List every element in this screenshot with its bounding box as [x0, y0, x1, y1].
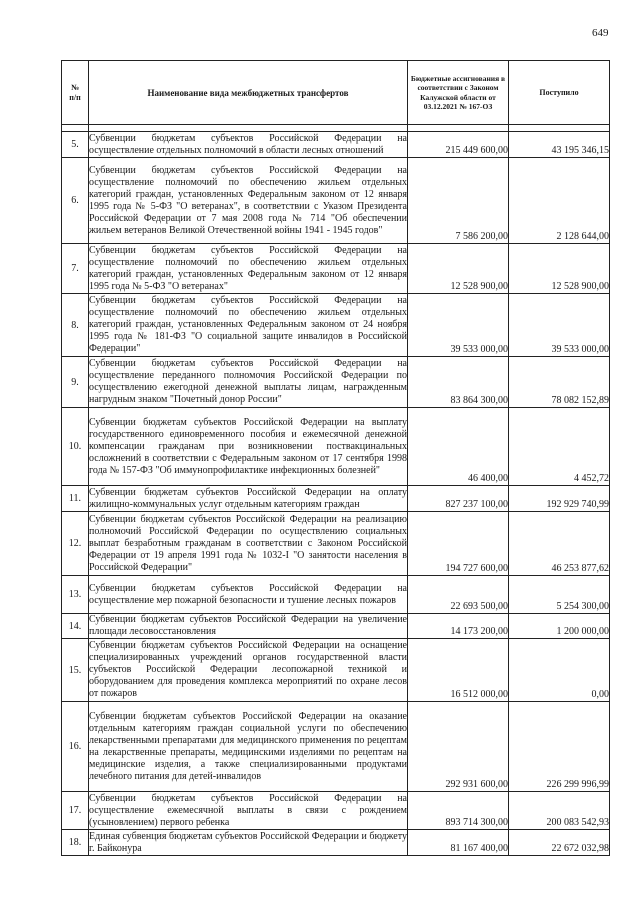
table-row	[62, 408, 610, 486]
row-received: 22 672 032,98	[509, 830, 610, 856]
row-num: 6.	[62, 158, 89, 244]
table-row	[62, 294, 610, 357]
row-num: 10.	[62, 408, 89, 486]
row-num: 16.	[62, 702, 89, 792]
row-budget: 7 586 200,00	[408, 158, 509, 244]
table-row	[62, 486, 610, 512]
row-budget: 215 449 600,00	[408, 132, 509, 158]
table-row	[62, 158, 610, 244]
row-name: Субвенции бюджетам субъектов Российской Федерации на осуществление ежемесячной выплаты в связи с рождением (усыновлением) первого ребенка	[89, 792, 407, 828]
row-budget: 12 528 900,00	[408, 244, 509, 294]
row-received: 12 528 900,00	[509, 244, 610, 294]
row-received: 4 452,72	[509, 408, 610, 486]
table-row	[62, 512, 610, 576]
row-num: 15.	[62, 639, 89, 702]
table-row	[62, 132, 610, 158]
row-name: Субвенции бюджетам субъектов Российской Федерации на осуществление мер пожарной безопасности и тушение лесных пожаров	[89, 576, 408, 614]
table-header-row	[62, 61, 610, 125]
row-num: 7.	[62, 244, 89, 294]
row-budget: 893 714 300,00	[408, 792, 509, 830]
row-name: Единая субвенция бюджетам субъектов Российской Федерации и бюджету г. Байконура	[89, 830, 407, 854]
row-num: 14.	[62, 614, 89, 639]
row-received: 43 195 346,15	[509, 132, 610, 158]
row-budget: 22 693 500,00	[408, 576, 509, 614]
row-num: 17.	[62, 792, 89, 830]
row-name: Субвенции бюджетам субъектов Российской Федерации на оснащение специализированных учреждений органов государственной власти субъектов Российской Федерации лесопожарной техникой и оборудованием для проведения комплекса мероприятий по охране лесов от пожаров	[89, 639, 408, 702]
row-num: 18.	[62, 830, 89, 856]
row-budget: 292 931 600,00	[408, 702, 509, 792]
table-row	[62, 702, 610, 792]
row-received: 226 299 996,99	[509, 702, 610, 792]
header-num: № п/п	[62, 61, 89, 125]
row-budget: 194 727 600,00	[408, 512, 509, 576]
row-budget: 39 533 000,00	[408, 294, 509, 357]
table-row	[62, 614, 610, 639]
header-name: Наименование вида межбюджетных трансфертов	[89, 61, 408, 125]
table-row	[62, 792, 610, 830]
table-row	[62, 830, 610, 856]
transfers-table	[61, 60, 610, 856]
row-budget: 827 237 100,00	[408, 486, 509, 512]
row-received: 192 929 740,99	[509, 486, 610, 512]
row-name: Субвенции бюджетам субъектов Российской Федерации на выплату государственного единовременного пособия и ежемесячной денежной компенсации гражданам при возникновении поствакцинальных осложнений в соответствии с Федеральным законом от 17 сентября 1998 года № 157-ФЗ "Об иммунопрофилактике инфекционных болезней"	[89, 408, 408, 486]
row-budget: 83 864 300,00	[408, 357, 509, 408]
row-received: 0,00	[509, 639, 610, 702]
row-num: 11.	[62, 486, 89, 512]
row-num: 5.	[62, 132, 89, 158]
row-budget: 14 173 200,00	[408, 614, 509, 639]
row-budget: 16 512 000,00	[408, 639, 509, 702]
row-received: 2 128 644,00	[509, 158, 610, 244]
row-name: Субвенции бюджетам субъектов Российской Федерации на осуществление полномочий по обеспечению жильем отдельных категорий граждан, установленных Федеральным законом от 12 января 1995 года № 5-ФЗ "О ветеранах", в соответствии с Указом Президента Российской Федерации от 7 мая 2008 года № 714 "Об обеспечении жильем ветеранов Великой Отечественной войны 1941 - 1945 годов"	[89, 158, 408, 244]
row-num: 13.	[62, 576, 89, 614]
row-received: 46 253 877,62	[509, 512, 610, 576]
table-row	[62, 357, 610, 408]
row-received: 39 533 000,00	[509, 294, 610, 357]
row-name: Субвенции бюджетам субъектов Российской Федерации на оказание отдельным категориям граждан социальной услуги по обеспечению лекарственными препаратами для медицинского применения по рецептам на лекарственные препараты, медицинскими изделиями по рецептам на медицинские изделия, а также специализированными продуктами лечебного питания для детей-инвалидов	[89, 702, 408, 792]
table-row	[62, 576, 610, 614]
page-number: 649	[592, 27, 609, 39]
row-name: Субвенции бюджетам субъектов Российской Федерации на осуществление полномочий по обеспечению жильем отдельных категорий граждан, установленных Федеральным законом от 12 января 1995 года № 5-ФЗ "О ветеранах"	[89, 244, 407, 292]
row-name: Субвенции бюджетам субъектов Российской Федерации на увеличение площади лесовосстановления	[89, 614, 407, 637]
row-num: 12.	[62, 512, 89, 576]
row-name: Субвенции бюджетам субъектов Российской Федерации на реализацию полномочий Российской Федерации по осуществлению социальных выплат безработным гражданам в соответствии с Законом Российской Федерации от 19 апреля 1991 года № 1032-I "О занятости населения в Российской Федерации"	[89, 512, 408, 576]
row-received: 200 083 542,93	[509, 792, 610, 830]
row-budget: 46 400,00	[408, 408, 509, 486]
row-received: 78 082 152,89	[509, 357, 610, 408]
row-num: 9.	[62, 357, 89, 408]
row-name: Субвенции бюджетам субъектов Российской Федерации на осуществление отдельных полномочий в области лесных отношений	[89, 132, 407, 156]
row-num: 8.	[62, 294, 89, 357]
table-row	[62, 639, 610, 702]
row-name: Субвенции бюджетам субъектов Российской Федерации на осуществление полномочий по обеспечению жильем отдельных категорий граждан, установленных Федеральным законом от 24 ноября 1995 года № 181-ФЗ "О социальной защите инвалидов в Российской Федерации"	[89, 294, 408, 357]
header-spacer-row	[62, 125, 610, 132]
row-received: 1 200 000,00	[509, 614, 610, 639]
table-row	[62, 244, 610, 294]
row-received: 5 254 300,00	[509, 576, 610, 614]
header-received: Поступило	[509, 61, 610, 125]
header-budget: Бюджетные ассигнования в соответствии с Законом Калужской области от 03.12.2021 № 167-ОЗ	[408, 61, 509, 125]
row-name: Субвенции бюджетам субъектов Российской Федерации на осуществление переданного полномочия Российской Федерации по осуществлению ежегодной денежной выплаты лицам, награжденным нагрудным знаком "Почетный донор России"	[89, 357, 408, 408]
row-budget: 81 167 400,00	[408, 830, 509, 856]
row-name: Субвенции бюджетам субъектов Российской Федерации на оплату жилищно-коммунальных услуг отдельным категориям граждан	[89, 486, 407, 510]
